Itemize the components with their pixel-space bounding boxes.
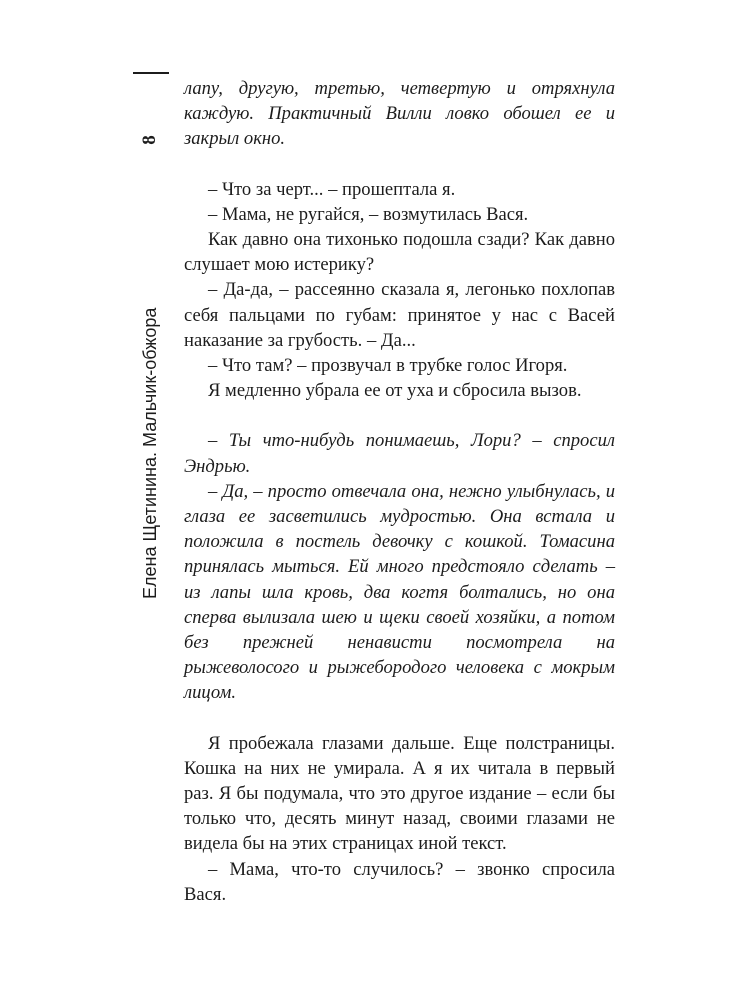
header-rule — [133, 72, 169, 74]
paragraph: Я медленно убрала ее от уха и сбросила вызов. — [208, 380, 582, 402]
paragraph: – Мама, не ругайся, – возмутилась Вася. — [208, 203, 529, 225]
paragraph: – Да, – просто отвечала она, нежно улыбнулась, и глаза ее засветились мудростью. Она встала и положила в постель девочку с кошкой. Томасина принялась мыться. Ей много предстояло сделать – из лапы шла кровь, два когтя болтались, но она сперва вылизала шею и щеки своей хозяйки, а потом без прежней ненависти посмотрела на рыжеволосого и рыжебородого человека с мокрым лицом. — [184, 480, 615, 704]
paragraph: Я пробежала глазами дальше. Еще полстраницы. Кошка на них не умирала. А я их читала в первый раз. Я бы подумала, что это другое издание – если бы только что, десять минут назад, своими глазами не видела бы на этих страницах иной текст. — [184, 732, 615, 855]
running-head: Елена Щетинина. Мальчик-обжора — [140, 307, 160, 599]
paragraph: – Да-да, – рассеянно сказала я, легонько похлопав себя пальцами по губам: принятое у нас с Васей наказание за грубость. – Да... — [184, 279, 615, 351]
paragraph: – Что там? – прозвучал в трубке голос Игоря. — [208, 355, 568, 377]
page-number: 8 — [139, 135, 160, 145]
paragraph: – Мама, что-то случилось? – звонко спросила Вася. — [184, 858, 615, 905]
paragraph: – Ты что-нибудь понимаешь, Лори? – спросил Эндрью. — [184, 430, 615, 477]
body-text — [184, 76, 615, 907]
paragraph: – Что за черт... – прошептала я. — [208, 178, 456, 200]
paragraph: лапу, другую, третью, четвертую и отряхнула каждую. Практичный Вилли ловко обошел ее и закрыл окно. — [184, 78, 615, 150]
paragraph: Как давно она тихонько подошла сзади? Как давно слушает мою истерику? — [184, 229, 615, 276]
